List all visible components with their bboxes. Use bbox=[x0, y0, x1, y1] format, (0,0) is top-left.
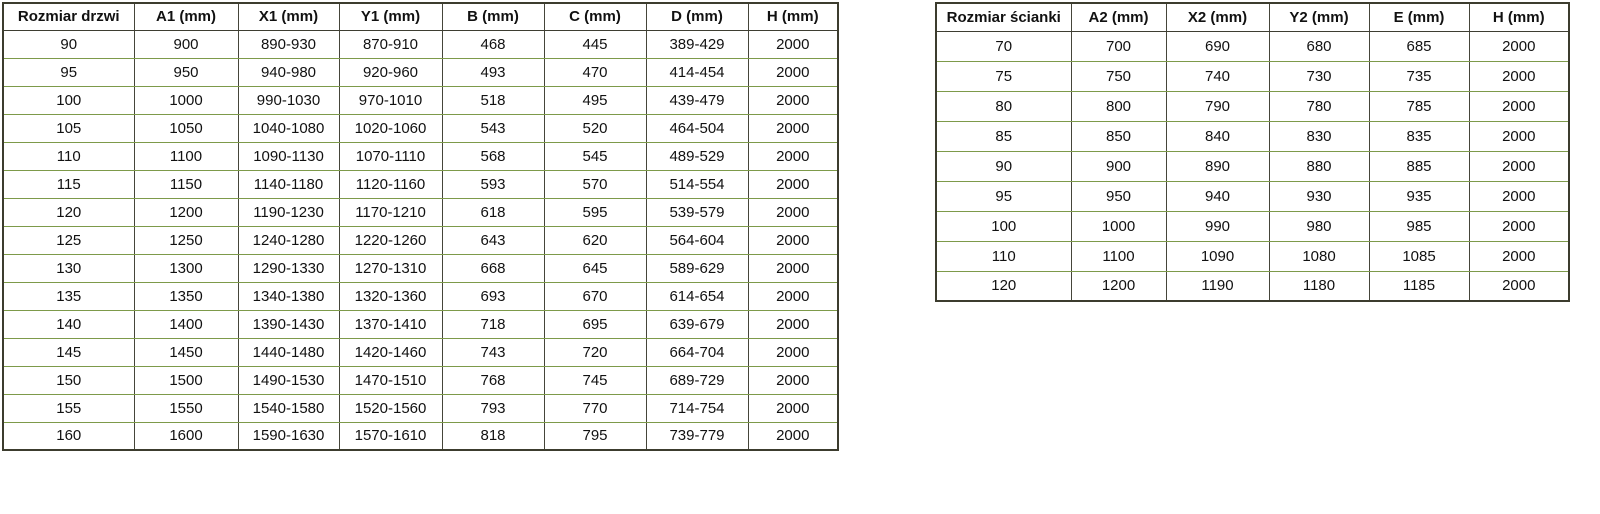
row-size-value: 150 bbox=[3, 366, 134, 394]
table-row bbox=[3, 114, 838, 142]
table-row bbox=[3, 58, 838, 86]
table-cell: 890-930 bbox=[238, 30, 339, 58]
table-cell: 1150 bbox=[134, 170, 238, 198]
table-cell: 1185 bbox=[1369, 271, 1469, 301]
table-cell: 2000 bbox=[748, 394, 838, 422]
table-cell: 1320-1360 bbox=[339, 282, 442, 310]
table-cell: 2000 bbox=[748, 226, 838, 254]
table-cell: 1600 bbox=[134, 422, 238, 450]
table-cell: 518 bbox=[442, 86, 544, 114]
table-cell: 1090 bbox=[1166, 241, 1269, 271]
table-cell: 1000 bbox=[134, 86, 238, 114]
table-cell: 695 bbox=[544, 310, 646, 338]
table-cell: 950 bbox=[1071, 181, 1166, 211]
table-cell: 920-960 bbox=[339, 58, 442, 86]
table-cell: 745 bbox=[544, 366, 646, 394]
table-cell: 2000 bbox=[748, 254, 838, 282]
table-cell: 785 bbox=[1369, 91, 1469, 121]
row-size-value: 95 bbox=[3, 58, 134, 86]
table-cell: 620 bbox=[544, 226, 646, 254]
table-cell: 520 bbox=[544, 114, 646, 142]
table-row bbox=[936, 151, 1569, 181]
table-cell: 2000 bbox=[1469, 181, 1569, 211]
table-cell: 795 bbox=[544, 422, 646, 450]
table-cell: 2000 bbox=[748, 338, 838, 366]
table-cell: 690 bbox=[1166, 31, 1269, 61]
table-row bbox=[3, 198, 838, 226]
row-size-value: 110 bbox=[936, 241, 1071, 271]
table-cell: 2000 bbox=[1469, 61, 1569, 91]
table-row bbox=[3, 254, 838, 282]
row-size-value: 70 bbox=[936, 31, 1071, 61]
table-row bbox=[3, 310, 838, 338]
table-cell: 743 bbox=[442, 338, 544, 366]
wall-size-table bbox=[935, 2, 1570, 302]
header-row bbox=[936, 3, 1569, 31]
table-cell: 940-980 bbox=[238, 58, 339, 86]
row-size-value: 125 bbox=[3, 226, 134, 254]
table-cell: 414-454 bbox=[646, 58, 748, 86]
table-cell: 543 bbox=[442, 114, 544, 142]
column-header: A1 (mm) bbox=[134, 3, 238, 30]
table-cell: 790 bbox=[1166, 91, 1269, 121]
table-cell: 940 bbox=[1166, 181, 1269, 211]
column-header: Y2 (mm) bbox=[1269, 3, 1369, 31]
table-cell: 1100 bbox=[134, 142, 238, 170]
row-size-value: 95 bbox=[936, 181, 1071, 211]
table-cell: 693 bbox=[442, 282, 544, 310]
table-cell: 830 bbox=[1269, 121, 1369, 151]
table-cell: 1190 bbox=[1166, 271, 1269, 301]
table-cell: 930 bbox=[1269, 181, 1369, 211]
table-cell: 770 bbox=[544, 394, 646, 422]
column-header: B (mm) bbox=[442, 3, 544, 30]
table-cell: 689-729 bbox=[646, 366, 748, 394]
table-cell: 1390-1430 bbox=[238, 310, 339, 338]
table-cell: 740 bbox=[1166, 61, 1269, 91]
table-cell: 664-704 bbox=[646, 338, 748, 366]
table-row bbox=[3, 30, 838, 58]
table-cell: 1050 bbox=[134, 114, 238, 142]
table-cell: 2000 bbox=[1469, 271, 1569, 301]
table-cell: 1180 bbox=[1269, 271, 1369, 301]
header-row bbox=[3, 3, 838, 30]
table-cell: 2000 bbox=[748, 170, 838, 198]
table-cell: 1200 bbox=[134, 198, 238, 226]
column-header: H (mm) bbox=[1469, 3, 1569, 31]
table-cell: 1140-1180 bbox=[238, 170, 339, 198]
column-header: Rozmiar ścianki bbox=[936, 3, 1071, 31]
table-cell: 1070-1110 bbox=[339, 142, 442, 170]
table-row bbox=[936, 31, 1569, 61]
table-cell: 2000 bbox=[748, 366, 838, 394]
table-cell: 2000 bbox=[1469, 91, 1569, 121]
table-cell: 1080 bbox=[1269, 241, 1369, 271]
table-cell: 850 bbox=[1071, 121, 1166, 151]
table-cell: 1100 bbox=[1071, 241, 1166, 271]
table-cell: 2000 bbox=[748, 58, 838, 86]
table-cell: 1120-1160 bbox=[339, 170, 442, 198]
table-cell: 670 bbox=[544, 282, 646, 310]
table-cell: 739-779 bbox=[646, 422, 748, 450]
table-cell: 1400 bbox=[134, 310, 238, 338]
table-cell: 1350 bbox=[134, 282, 238, 310]
column-header: Rozmiar drzwi bbox=[3, 3, 134, 30]
table-cell: 1300 bbox=[134, 254, 238, 282]
table-cell: 680 bbox=[1269, 31, 1369, 61]
table-cell: 468 bbox=[442, 30, 544, 58]
table-cell: 593 bbox=[442, 170, 544, 198]
table-cell: 1170-1210 bbox=[339, 198, 442, 226]
row-size-value: 90 bbox=[936, 151, 1071, 181]
table-cell: 1590-1630 bbox=[238, 422, 339, 450]
table-cell: 1470-1510 bbox=[339, 366, 442, 394]
table-cell: 718 bbox=[442, 310, 544, 338]
table-cell: 900 bbox=[134, 30, 238, 58]
table-cell: 1240-1280 bbox=[238, 226, 339, 254]
table-cell: 735 bbox=[1369, 61, 1469, 91]
table-cell: 643 bbox=[442, 226, 544, 254]
table-cell: 464-504 bbox=[646, 114, 748, 142]
table-cell: 1440-1480 bbox=[238, 338, 339, 366]
table-cell: 2000 bbox=[1469, 121, 1569, 151]
row-size-value: 120 bbox=[3, 198, 134, 226]
table-cell: 539-579 bbox=[646, 198, 748, 226]
row-size-value: 110 bbox=[3, 142, 134, 170]
table-cell: 818 bbox=[442, 422, 544, 450]
table-cell: 1270-1310 bbox=[339, 254, 442, 282]
table-cell: 1540-1580 bbox=[238, 394, 339, 422]
column-header: A2 (mm) bbox=[1071, 3, 1166, 31]
table-row bbox=[936, 271, 1569, 301]
table-cell: 2000 bbox=[748, 198, 838, 226]
table-cell: 2000 bbox=[748, 282, 838, 310]
table-cell: 2000 bbox=[1469, 151, 1569, 181]
table-row bbox=[3, 170, 838, 198]
table-cell: 389-429 bbox=[646, 30, 748, 58]
table-cell: 750 bbox=[1071, 61, 1166, 91]
table-cell: 2000 bbox=[1469, 31, 1569, 61]
table-row bbox=[3, 282, 838, 310]
row-size-value: 100 bbox=[3, 86, 134, 114]
table-cell: 885 bbox=[1369, 151, 1469, 181]
table-cell: 668 bbox=[442, 254, 544, 282]
table-cell: 495 bbox=[544, 86, 646, 114]
table-cell: 614-654 bbox=[646, 282, 748, 310]
table-cell: 793 bbox=[442, 394, 544, 422]
table-row bbox=[3, 366, 838, 394]
table-cell: 2000 bbox=[748, 86, 838, 114]
table-row bbox=[936, 181, 1569, 211]
column-header: C (mm) bbox=[544, 3, 646, 30]
table-cell: 1000 bbox=[1071, 211, 1166, 241]
table-cell: 1420-1460 bbox=[339, 338, 442, 366]
table-cell: 720 bbox=[544, 338, 646, 366]
table-cell: 2000 bbox=[748, 310, 838, 338]
table-cell: 1200 bbox=[1071, 271, 1166, 301]
table-cell: 1040-1080 bbox=[238, 114, 339, 142]
row-size-value: 135 bbox=[3, 282, 134, 310]
table-cell: 545 bbox=[544, 142, 646, 170]
column-header: X1 (mm) bbox=[238, 3, 339, 30]
table-row bbox=[936, 121, 1569, 151]
column-header: X2 (mm) bbox=[1166, 3, 1269, 31]
table-cell: 985 bbox=[1369, 211, 1469, 241]
table-cell: 1570-1610 bbox=[339, 422, 442, 450]
table-cell: 1190-1230 bbox=[238, 198, 339, 226]
door-size-table bbox=[2, 2, 839, 451]
table-cell: 880 bbox=[1269, 151, 1369, 181]
table-cell: 1085 bbox=[1369, 241, 1469, 271]
table-row bbox=[936, 61, 1569, 91]
table-cell: 1250 bbox=[134, 226, 238, 254]
table-row bbox=[936, 241, 1569, 271]
table-row bbox=[936, 91, 1569, 121]
table-cell: 1520-1560 bbox=[339, 394, 442, 422]
row-size-value: 90 bbox=[3, 30, 134, 58]
row-size-value: 120 bbox=[936, 271, 1071, 301]
column-header: Y1 (mm) bbox=[339, 3, 442, 30]
row-size-value: 80 bbox=[936, 91, 1071, 121]
table-cell: 514-554 bbox=[646, 170, 748, 198]
table-cell: 890 bbox=[1166, 151, 1269, 181]
table-cell: 1340-1380 bbox=[238, 282, 339, 310]
row-size-value: 105 bbox=[3, 114, 134, 142]
table-cell: 870-910 bbox=[339, 30, 442, 58]
table-row bbox=[3, 142, 838, 170]
table-row bbox=[3, 394, 838, 422]
row-size-value: 140 bbox=[3, 310, 134, 338]
table-cell: 2000 bbox=[1469, 211, 1569, 241]
table-cell: 970-1010 bbox=[339, 86, 442, 114]
table-cell: 800 bbox=[1071, 91, 1166, 121]
table-cell: 1290-1330 bbox=[238, 254, 339, 282]
row-size-value: 130 bbox=[3, 254, 134, 282]
table-row bbox=[3, 226, 838, 254]
table-cell: 1450 bbox=[134, 338, 238, 366]
table-row bbox=[3, 86, 838, 114]
table-cell: 2000 bbox=[748, 422, 838, 450]
table-cell: 1500 bbox=[134, 366, 238, 394]
table-cell: 990 bbox=[1166, 211, 1269, 241]
table-cell: 493 bbox=[442, 58, 544, 86]
row-size-value: 115 bbox=[3, 170, 134, 198]
table-cell: 1370-1410 bbox=[339, 310, 442, 338]
table-cell: 935 bbox=[1369, 181, 1469, 211]
column-header: E (mm) bbox=[1369, 3, 1469, 31]
table-cell: 589-629 bbox=[646, 254, 748, 282]
table-cell: 439-479 bbox=[646, 86, 748, 114]
table-cell: 2000 bbox=[1469, 241, 1569, 271]
table-cell: 980 bbox=[1269, 211, 1369, 241]
table-cell: 445 bbox=[544, 30, 646, 58]
table-cell: 2000 bbox=[748, 142, 838, 170]
table-cell: 700 bbox=[1071, 31, 1166, 61]
table-cell: 780 bbox=[1269, 91, 1369, 121]
table-cell: 835 bbox=[1369, 121, 1469, 151]
table-cell: 1490-1530 bbox=[238, 366, 339, 394]
table-cell: 1090-1130 bbox=[238, 142, 339, 170]
table-cell: 950 bbox=[134, 58, 238, 86]
row-size-value: 160 bbox=[3, 422, 134, 450]
row-size-value: 145 bbox=[3, 338, 134, 366]
table-cell: 618 bbox=[442, 198, 544, 226]
table-cell: 1550 bbox=[134, 394, 238, 422]
table-cell: 840 bbox=[1166, 121, 1269, 151]
table-cell: 645 bbox=[544, 254, 646, 282]
row-size-value: 100 bbox=[936, 211, 1071, 241]
row-size-value: 75 bbox=[936, 61, 1071, 91]
table-cell: 900 bbox=[1071, 151, 1166, 181]
table-cell: 990-1030 bbox=[238, 86, 339, 114]
row-size-value: 155 bbox=[3, 394, 134, 422]
table-cell: 2000 bbox=[748, 30, 838, 58]
table-row bbox=[3, 422, 838, 450]
column-header: D (mm) bbox=[646, 3, 748, 30]
table-cell: 2000 bbox=[748, 114, 838, 142]
table-cell: 639-679 bbox=[646, 310, 748, 338]
table-cell: 685 bbox=[1369, 31, 1469, 61]
row-size-value: 85 bbox=[936, 121, 1071, 151]
table-cell: 730 bbox=[1269, 61, 1369, 91]
table-cell: 768 bbox=[442, 366, 544, 394]
table-cell: 595 bbox=[544, 198, 646, 226]
table-cell: 568 bbox=[442, 142, 544, 170]
table-cell: 1220-1260 bbox=[339, 226, 442, 254]
table-cell: 564-604 bbox=[646, 226, 748, 254]
table-cell: 489-529 bbox=[646, 142, 748, 170]
column-header: H (mm) bbox=[748, 3, 838, 30]
table-row bbox=[3, 338, 838, 366]
table-cell: 714-754 bbox=[646, 394, 748, 422]
table-cell: 570 bbox=[544, 170, 646, 198]
table-cell: 1020-1060 bbox=[339, 114, 442, 142]
table-row bbox=[936, 211, 1569, 241]
table-cell: 470 bbox=[544, 58, 646, 86]
